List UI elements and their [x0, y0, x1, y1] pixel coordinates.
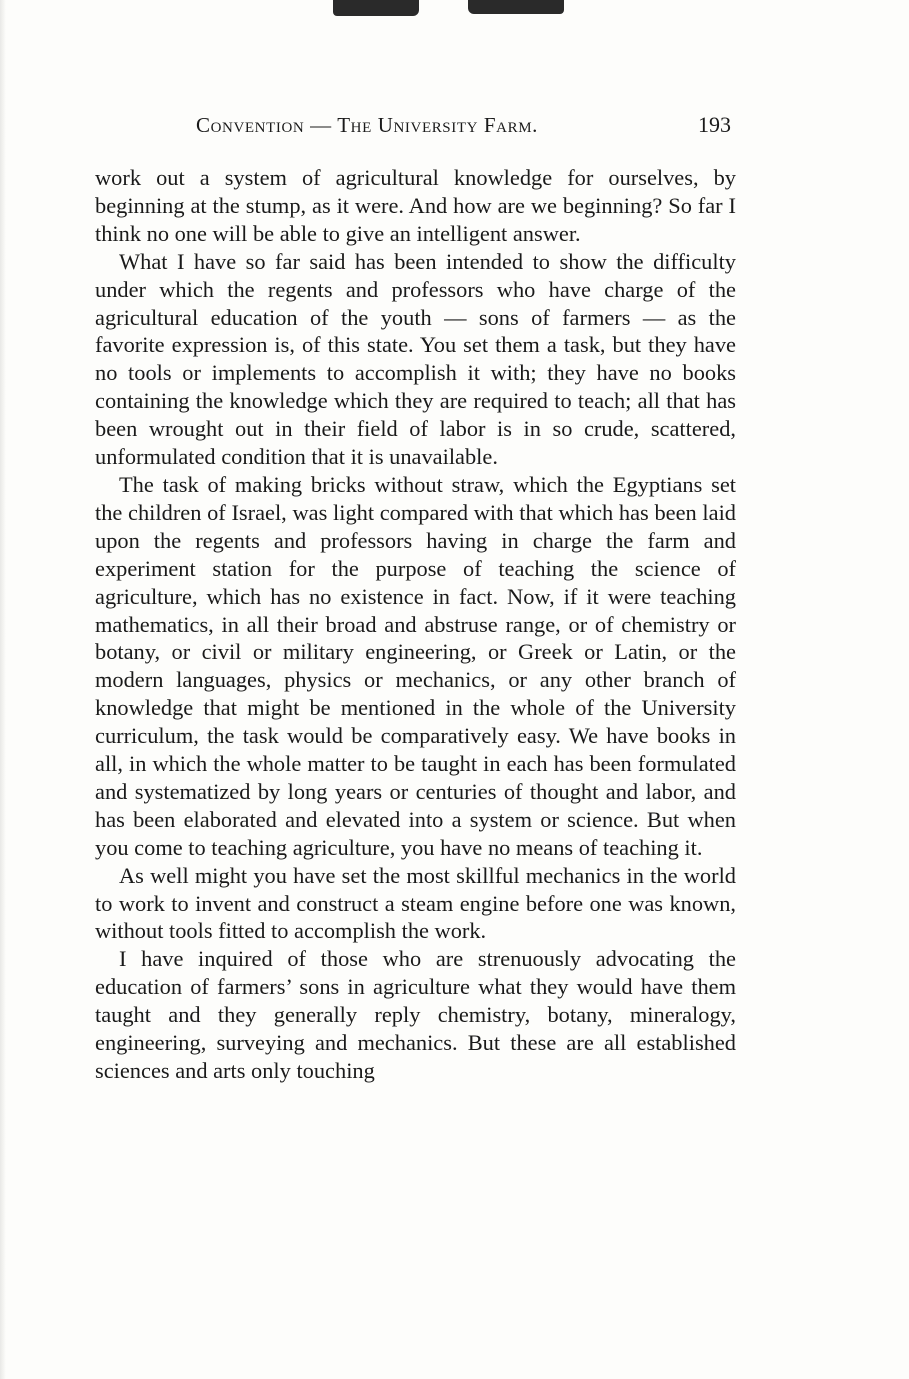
scan-artifact-left [333, 0, 419, 16]
body-text [95, 164, 736, 1085]
paragraph-3: The task of making bricks without straw, which the Egyptians set the children of Israel, was light compared with that which has been laid upon the regents and professors having in charge the farm and experiment station for the purpose of teaching the science of agriculture, which has no existence in fact. Now, if it were teaching mathematics, in all their broad and abstruse range, or of chemistry or botany, or civil or military engineering, or Greek or Latin, or the modern languages, physics or mechanics, or any other branch of knowledge that might be mentioned in the whole of the University curriculum, the task would be comparatively easy. We have books in all, in which the whole matter to be taught in each has been formulated and systematized by long years or centuries of thought and labor, and has been elaborated and elevated into a system or science. But when you come to teaching agriculture, you have no means of teaching it. [95, 471, 736, 860]
paragraph-4: As well might you have set the most skillful mechanics in the world to work to invent and construct a steam engine before one was known, without tools fitted to accomplish the work. [95, 862, 736, 944]
paragraph-5: I have inquired of those who are strenuously advocating the education of farmers’ sons in agriculture what they would have them taught and they generally reply chemistry, botany, mineralogy, engineering, surveying and mechanics. But these are all established sciences and arts only touching [95, 946, 736, 1083]
paragraph-2: What I have so far said has been intended to show the difficulty under which the regents and professors who have charge of the agricultural education of the youth — sons of farmers — as the favorite expression is, of this state. You set them a task, but they have no tools or implements to accomplish it with; they have no books containing the knowledge which they are required to teach; all that has been wrought out in their field of labor is in so crude, scattered, unformulated condition that it is unavailable. [95, 248, 736, 470]
running-title: Convention — The University Farm. [196, 113, 538, 137]
running-head [196, 113, 731, 143]
page-edge-shadow [0, 0, 6, 1379]
scan-artifact-right [468, 0, 564, 14]
page-number: 193 [698, 112, 731, 137]
paragraph-1: work out a system of agricultural knowledge for ourselves, by beginning at the stump, as it were. And how are we beginning? So far I think no one will be able to give an intelligent answer. [95, 165, 736, 246]
